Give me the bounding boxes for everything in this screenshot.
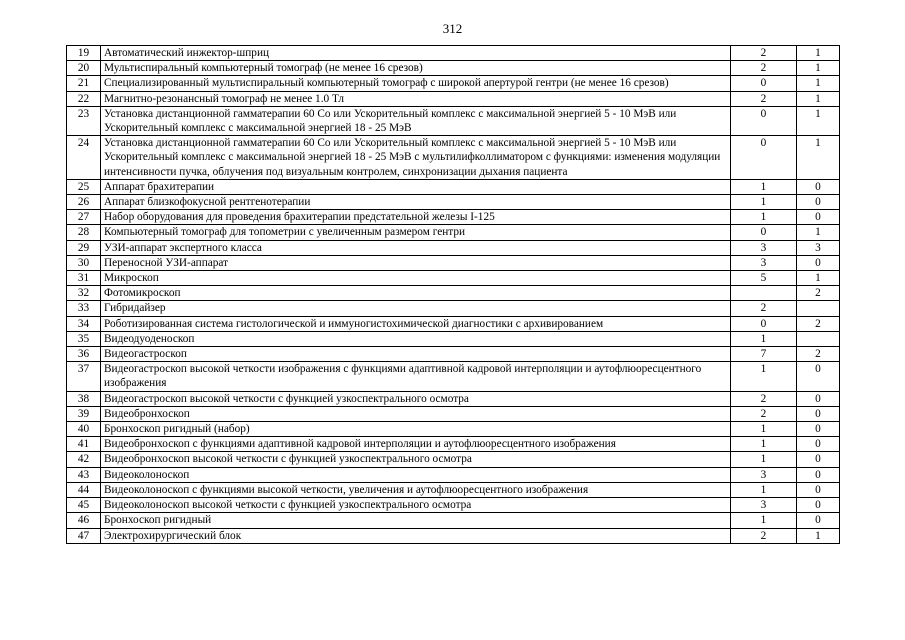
- quantity-b: 1: [797, 225, 840, 240]
- row-number: 22: [67, 91, 101, 106]
- quantity-a: 2: [731, 528, 797, 543]
- equipment-name: Магнитно-резонансный томограф не менее 1.0 Тл: [101, 91, 731, 106]
- table-row: [67, 76, 840, 91]
- quantity-a: 2: [731, 91, 797, 106]
- equipment-name: Микроскоп: [101, 271, 731, 286]
- quantity-b: 0: [797, 513, 840, 528]
- table-row: [67, 316, 840, 331]
- quantity-a: 1: [731, 452, 797, 467]
- row-number: 27: [67, 210, 101, 225]
- quantity-b: 1: [797, 76, 840, 91]
- table-row: [67, 91, 840, 106]
- table-row: [67, 391, 840, 406]
- equipment-name: Аппарат брахитерапии: [101, 179, 731, 194]
- row-number: 46: [67, 513, 101, 528]
- row-number: 24: [67, 136, 101, 180]
- quantity-b: 1: [797, 106, 840, 135]
- quantity-b: [797, 331, 840, 346]
- quantity-a: 7: [731, 347, 797, 362]
- row-number: 36: [67, 347, 101, 362]
- row-number: 39: [67, 406, 101, 421]
- quantity-a: 1: [731, 482, 797, 497]
- quantity-a: 2: [731, 46, 797, 61]
- quantity-a: 2: [731, 391, 797, 406]
- row-number: 47: [67, 528, 101, 543]
- quantity-b: 1: [797, 528, 840, 543]
- row-number: 34: [67, 316, 101, 331]
- quantity-a: 1: [731, 422, 797, 437]
- quantity-b: 0: [797, 406, 840, 421]
- table-row: [67, 240, 840, 255]
- table-row: [67, 528, 840, 543]
- equipment-name: Видеобронхоскоп: [101, 406, 731, 421]
- row-number: 25: [67, 179, 101, 194]
- table-row: [67, 498, 840, 513]
- row-number: 41: [67, 437, 101, 452]
- row-number: 21: [67, 76, 101, 91]
- equipment-table: [66, 45, 840, 544]
- equipment-name: УЗИ-аппарат экспертного класса: [101, 240, 731, 255]
- equipment-name: Видеогастроскоп высокой четкости изображения с функциями адаптивной кадровой интерполяции и аутофлюоресцентного изображения: [101, 362, 731, 391]
- table-row: [67, 406, 840, 421]
- quantity-b: 1: [797, 91, 840, 106]
- table-row: [67, 61, 840, 76]
- row-number: 26: [67, 195, 101, 210]
- quantity-a: [731, 286, 797, 301]
- quantity-b: 2: [797, 316, 840, 331]
- quantity-a: 0: [731, 106, 797, 135]
- table-row: [67, 271, 840, 286]
- row-number: 29: [67, 240, 101, 255]
- row-number: 40: [67, 422, 101, 437]
- quantity-b: 1: [797, 136, 840, 180]
- table-row: [67, 301, 840, 316]
- quantity-a: 3: [731, 498, 797, 513]
- quantity-a: 3: [731, 255, 797, 270]
- equipment-name: Переносной УЗИ-аппарат: [101, 255, 731, 270]
- quantity-b: 0: [797, 255, 840, 270]
- quantity-a: 3: [731, 240, 797, 255]
- quantity-b: 0: [797, 391, 840, 406]
- row-number: 38: [67, 391, 101, 406]
- table-row: [67, 195, 840, 210]
- quantity-b: 0: [797, 422, 840, 437]
- equipment-name: Видеодуоденоскоп: [101, 331, 731, 346]
- row-number: 23: [67, 106, 101, 135]
- row-number: 37: [67, 362, 101, 391]
- row-number: 30: [67, 255, 101, 270]
- equipment-name: Видеобронхоскоп с функциями адаптивной кадровой интерполяции и аутофлюоресцентного изображения: [101, 437, 731, 452]
- row-number: 33: [67, 301, 101, 316]
- page-number: 312: [442, 21, 463, 36]
- table-row: [67, 331, 840, 346]
- row-number: 35: [67, 331, 101, 346]
- table-row: [67, 482, 840, 497]
- table-row: [67, 179, 840, 194]
- quantity-a: 1: [731, 437, 797, 452]
- quantity-a: 1: [731, 179, 797, 194]
- quantity-b: 0: [797, 195, 840, 210]
- equipment-name: Гибридайзер: [101, 301, 731, 316]
- row-number: 32: [67, 286, 101, 301]
- table-row: [67, 452, 840, 467]
- equipment-name: Мультиспиральный компьютерный томограф (не менее 16 срезов): [101, 61, 731, 76]
- equipment-name: Видеобронхоскоп высокой четкости с функцией узкоспектрального осмотра: [101, 452, 731, 467]
- table-row: [67, 467, 840, 482]
- row-number: 43: [67, 467, 101, 482]
- quantity-b: 2: [797, 286, 840, 301]
- quantity-b: 0: [797, 362, 840, 391]
- table-row: [67, 437, 840, 452]
- quantity-b: 2: [797, 347, 840, 362]
- table-row: [67, 362, 840, 391]
- row-number: 28: [67, 225, 101, 240]
- quantity-b: 0: [797, 437, 840, 452]
- quantity-a: 0: [731, 225, 797, 240]
- table-row: [67, 46, 840, 61]
- table-row: [67, 513, 840, 528]
- equipment-name: Видеогастроскоп: [101, 347, 731, 362]
- quantity-a: 3: [731, 467, 797, 482]
- quantity-a: 2: [731, 301, 797, 316]
- equipment-name: Фотомикроскоп: [101, 286, 731, 301]
- quantity-a: 2: [731, 406, 797, 421]
- quantity-b: 3: [797, 240, 840, 255]
- equipment-name: Видеоколоноскоп с функциями высокой четкости, увеличения и аутофлюоресцентного изображения: [101, 482, 731, 497]
- quantity-b: 0: [797, 498, 840, 513]
- equipment-name: Видеогастроскоп высокой четкости с функцией узкоспектрального осмотра: [101, 391, 731, 406]
- quantity-a: 2: [731, 61, 797, 76]
- quantity-a: 1: [731, 210, 797, 225]
- equipment-name: Аппарат близкофокусной рентгенотерапии: [101, 195, 731, 210]
- table-row: [67, 210, 840, 225]
- table-row: [67, 106, 840, 135]
- equipment-name: Электрохирургический блок: [101, 528, 731, 543]
- row-number: 42: [67, 452, 101, 467]
- equipment-name: Бронхоскоп ригидный: [101, 513, 731, 528]
- equipment-name: Роботизированная система гистологической и иммуногистохимической диагностики с архивированием: [101, 316, 731, 331]
- equipment-name: Набор оборудования для проведения брахитерапии предстательной железы I-125: [101, 210, 731, 225]
- equipment-name: Компьютерный томограф для топометрии с увеличенным размером гентри: [101, 225, 731, 240]
- quantity-a: 1: [731, 362, 797, 391]
- equipment-name: Специализированный мультиспиральный компьютерный томограф с широкой апертурой гентри (не менее 16 срезов): [101, 76, 731, 91]
- quantity-a: 0: [731, 76, 797, 91]
- row-number: 44: [67, 482, 101, 497]
- row-number: 31: [67, 271, 101, 286]
- row-number: 45: [67, 498, 101, 513]
- quantity-a: 1: [731, 513, 797, 528]
- table-row: [67, 225, 840, 240]
- equipment-name: Видеоколоноскоп высокой четкости с функцией узкоспектрального осмотра: [101, 498, 731, 513]
- quantity-a: 0: [731, 136, 797, 180]
- table-row: [67, 347, 840, 362]
- quantity-b: 0: [797, 482, 840, 497]
- quantity-b: 0: [797, 179, 840, 194]
- quantity-a: 1: [731, 195, 797, 210]
- table-row: [67, 422, 840, 437]
- quantity-a: 0: [731, 316, 797, 331]
- quantity-b: 1: [797, 61, 840, 76]
- table-row: [67, 136, 840, 180]
- quantity-b: 1: [797, 46, 840, 61]
- row-number: 20: [67, 61, 101, 76]
- equipment-table-body: [67, 46, 840, 544]
- equipment-name: Видеоколоноскоп: [101, 467, 731, 482]
- quantity-b: [797, 301, 840, 316]
- quantity-a: 1: [731, 331, 797, 346]
- quantity-b: 0: [797, 210, 840, 225]
- table-row: [67, 255, 840, 270]
- quantity-a: 5: [731, 271, 797, 286]
- table-row: [67, 286, 840, 301]
- equipment-name: Автоматический инжектор-шприц: [101, 46, 731, 61]
- quantity-b: 0: [797, 452, 840, 467]
- quantity-b: 1: [797, 271, 840, 286]
- quantity-b: 0: [797, 467, 840, 482]
- equipment-name: Установка дистанционной гамматерапии 60 Со или Ускорительный комплекс с максимальной энергией 5 - 10 МэВ или Ускорительный комплекс с максимальной энергией 18 - 25 МэВ с мультилифколлиматором с функциями: изменения модуляции интенсивности пучка, облучения под визуальным контролем, синхронизации дыхания пациента: [101, 136, 731, 180]
- row-number: 19: [67, 46, 101, 61]
- equipment-name: Установка дистанционной гамматерапии 60 Со или Ускорительный комплекс с максимальной энергией 5 - 10 МэВ или Ускорительный комплекс с максимальной энергией 18 - 25 МэВ: [101, 106, 731, 135]
- equipment-name: Бронхоскоп ригидный (набор): [101, 422, 731, 437]
